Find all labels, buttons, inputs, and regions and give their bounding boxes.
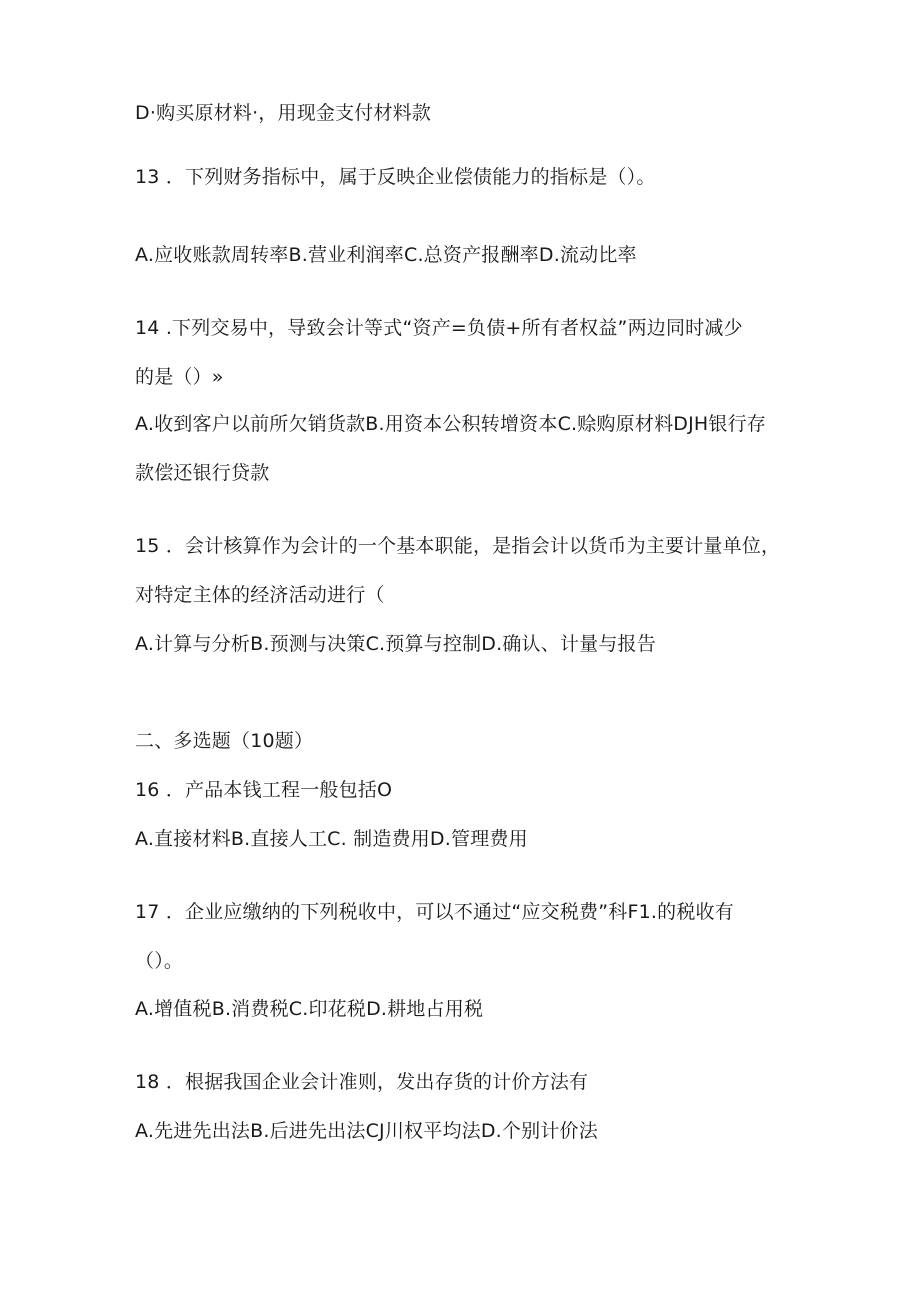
q12-option-d: D·购买原材料·，用现金支付材料款 <box>135 102 432 124</box>
q14-question-cont: 的是（）» <box>135 366 224 388</box>
q14-options: A.收到客户以前所欠销货款B.用资本公积转增资本C.赊购原材料DJH银行存 <box>135 413 767 435</box>
q18-question: 18 ．根据我国企业会计准则，发出存货的计价方法有 <box>135 1071 589 1093</box>
q17-options: A.增值税B.消费税C.印花税D.耕地占用税 <box>135 998 484 1020</box>
q15-question: 15 ．会计核算作为会计的一个基本职能，是指会计以货币为主要计量单位， <box>135 535 781 557</box>
q14-options-cont: 款偿还银行贷款 <box>135 462 270 484</box>
q16-options: A.直接材料B.直接人工C. 制造费用D.管理费用 <box>135 828 528 850</box>
q15-options: A.计算与分析B.预测与决策C.预算与控制D.确认、计量与报告 <box>135 633 656 655</box>
q18-options: A.先进先出法B.后进先出法CJ川权平均法D.个别计价法 <box>135 1120 598 1142</box>
q13-options: A.应收账款周转率B.营业利润率C.总资产报酬率D.流动比率 <box>135 244 637 266</box>
q15-question-cont: 对特定主体的经济活动进行（ <box>135 584 385 606</box>
q14-question: 14 .下列交易中，导致会计等式“资产=负债+所有者权益”两边同时减少 <box>135 317 743 339</box>
q17-question: 17 ．企业应缴纳的下列税收中，可以不通过“应交税费”科F1.的税收有 <box>135 901 734 923</box>
q17-question-cont: （）。 <box>135 950 184 972</box>
section-heading: 二、多选题（10题） <box>135 730 314 752</box>
q16-question: 16 ．产品本钱工程一般包括O <box>135 779 393 801</box>
q13-question: 13 ．下列财务指标中，属于反映企业偿债能力的指标是（）。 <box>135 166 656 188</box>
